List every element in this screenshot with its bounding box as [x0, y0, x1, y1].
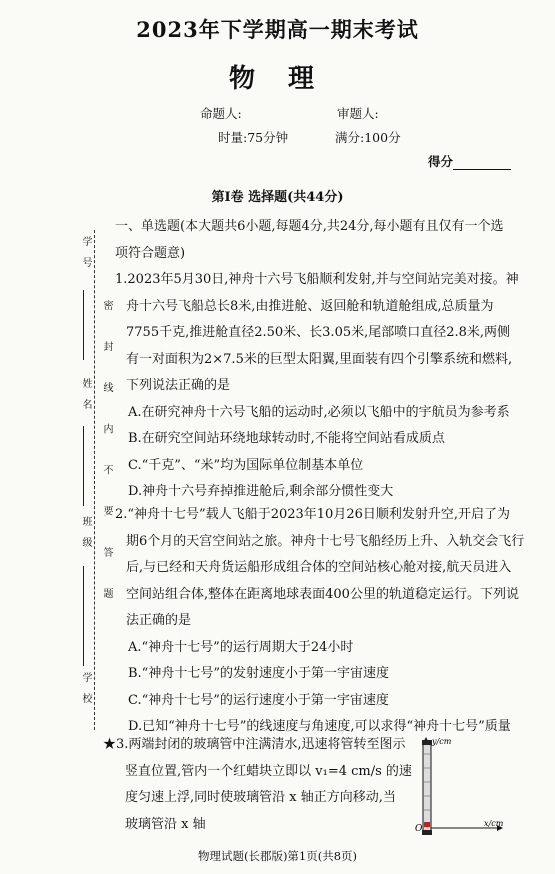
- q1-stem-line: 1.2023年5月30日,神舟十六号飞船顺利发射,并与空间站完美对接。神: [115, 272, 519, 287]
- tube-bottom-cap: [422, 830, 432, 835]
- q2-stem-line: 期6个月的天宫空间站之旅。神舟十七号飞船经历上升、入轨交会飞行: [126, 533, 525, 549]
- q3-stem-line: 度匀速上浮,同时使玻璃管沿 x 轴正方向移动,当: [125, 790, 396, 805]
- part1-heading-line: 一、单选题(本大题共6小题,每题4分,共24分,每小题有且仅有一个选: [115, 219, 504, 234]
- y-axis-label: y/cm: [432, 737, 452, 746]
- part1-heading: [115, 214, 510, 267]
- score-label: 得分: [428, 154, 454, 169]
- q1-option-b[interactable]: B.在研究空间站环绕地球转动时,不能将空间站看成质点: [128, 431, 445, 446]
- student-id-blank[interactable]: [83, 290, 84, 360]
- q1-stem-line: 7755千克,推进舱直径2.50米、长3.05米,尾部喷口直径2.8米,两侧: [126, 325, 511, 340]
- score-blank[interactable]: [453, 157, 511, 170]
- seal-warning: 密 封 线 内 不 要 答 题: [101, 300, 112, 613]
- q1-stem-line: 舟十六号飞船总长8米,由推进舱、返回舱和轨道舱组成,总质量为: [126, 298, 494, 314]
- seal-dashed-line: [94, 230, 95, 730]
- q2-option-b[interactable]: B.“神舟十七号”的发射速度小于第一宇宙速度: [128, 666, 389, 681]
- full-score: 满分:100分: [335, 130, 401, 145]
- question-2: [115, 502, 525, 741]
- x-axis-label: x/cm: [484, 819, 504, 828]
- time-limit: 时量:75分钟: [218, 130, 289, 145]
- subject-title: 物 理: [228, 64, 327, 94]
- q3-stem-line: 玻璃管沿 x 轴: [125, 816, 206, 832]
- author-label: 命题人:: [200, 106, 242, 121]
- glass-tube: [423, 744, 431, 832]
- q2-option-d[interactable]: D.已知“神舟十七号”的线速度与角速度,可以求得“神舟十七号”质量: [128, 719, 511, 734]
- q1-stem-line: 有一对面积为2×7.5米的巨型太阳翼,里面装有四个引擎系统和燃料,: [126, 351, 513, 367]
- question-1: [115, 267, 519, 506]
- score-box[interactable]: [428, 152, 511, 170]
- name-blank[interactable]: [83, 426, 84, 506]
- origin-label: O: [415, 824, 423, 834]
- tube-diagram: [414, 730, 514, 840]
- q2-option-a[interactable]: A.“神舟十七号”的运行周期大于24小时: [128, 639, 354, 655]
- binding-school: 学 校: [80, 672, 91, 708]
- red-wax-block: [424, 822, 430, 827]
- page-footer: 物理试题(长郡版)第1页(共8页): [197, 849, 358, 863]
- section-title: 第Ⅰ卷 选择题(共44分): [211, 190, 344, 205]
- q3-stem-line: 竖直位置,管内一个红蜡块立即以 v₁=4 cm/s 的速: [125, 763, 412, 779]
- binding-student-id: 学 号: [80, 236, 91, 272]
- binding-class: 班 级: [80, 516, 91, 552]
- exam-title: 2023年下学期高一期末考试: [136, 17, 419, 42]
- q2-stem-line: 后,与已经和天舟货运船形成组合体的空间站核心舱对接,航天员进入: [126, 560, 512, 575]
- q3-stem-line: ★3.两端封闭的玻璃管中注满清水,迅速将管转至图示: [103, 737, 406, 752]
- q2-option-c[interactable]: C.“神舟十七号”的运行速度小于第一宇宙速度: [128, 692, 389, 708]
- class-blank[interactable]: [83, 566, 84, 666]
- tube-top-cap: [422, 740, 432, 745]
- q1-option-d[interactable]: D.神舟十六号弃掉推进舱后,剩余部分惯性变大: [128, 484, 394, 499]
- question-3: [103, 732, 413, 838]
- q2-stem-line: 空间站组合体,整体在距离地球表面400公里的轨道稳定运行。下列说: [126, 586, 519, 602]
- q2-stem-line: 2.“神舟十七号”载人飞船于2023年10月26日顺利发射升空,开启了为: [115, 507, 510, 522]
- reviewer-label: 审题人:: [337, 106, 379, 121]
- q1-option-c[interactable]: C.“千克”、“米”均为国际单位制基本单位: [128, 457, 364, 473]
- binding-name: 姓 名: [80, 378, 91, 414]
- q1-stem-line: 下列说法正确的是: [126, 378, 231, 393]
- q2-stem-line: 法正确的是: [126, 613, 192, 628]
- q1-option-a[interactable]: A.在研究神舟十六号飞船的运动时,必须以飞船中的宇航员为参考系: [128, 404, 510, 420]
- part1-heading-line: 项符合题意): [115, 245, 186, 261]
- q3-figure: [414, 730, 514, 840]
